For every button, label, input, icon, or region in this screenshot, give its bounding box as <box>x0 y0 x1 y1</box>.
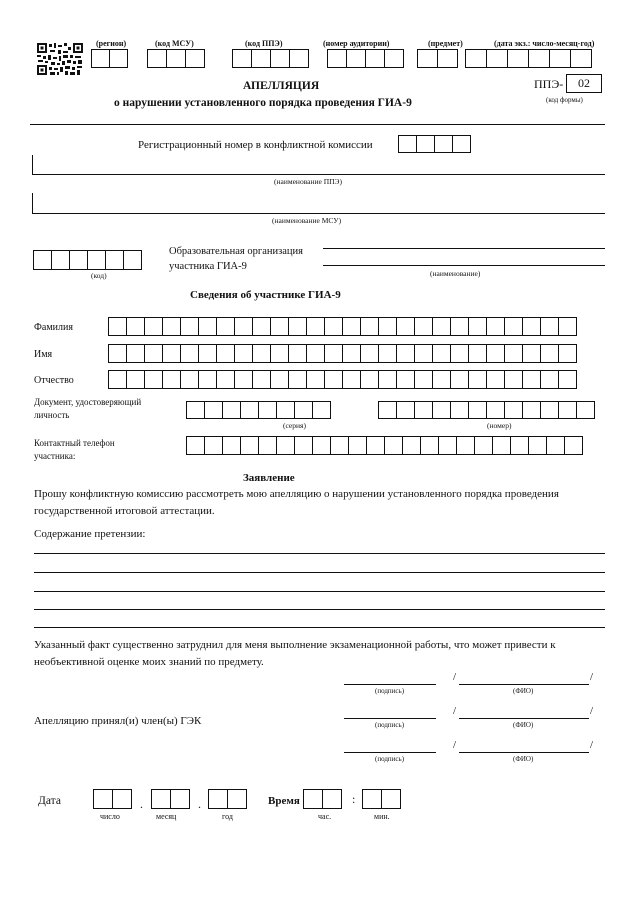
input-cell[interactable] <box>564 436 583 455</box>
input-cell[interactable] <box>450 344 469 363</box>
input-cell[interactable] <box>504 317 523 336</box>
input-cell[interactable] <box>420 436 439 455</box>
input-cell[interactable] <box>414 370 433 389</box>
phone-label-line2: участника: <box>34 451 76 461</box>
reg-number-label: Регистрационный номер в конфликтной комиссии <box>138 139 373 151</box>
input-cell[interactable] <box>324 370 343 389</box>
input-cell[interactable] <box>414 344 433 363</box>
input-cell[interactable] <box>432 317 451 336</box>
name-label: Имя <box>34 349 53 360</box>
org-label-line1: Образовательная организация <box>169 246 303 257</box>
input-cell[interactable] <box>486 401 505 419</box>
exam-date-boxes[interactable] <box>465 49 592 68</box>
msu-name-line[interactable] <box>32 213 605 214</box>
msu-name-caption: (наименование МСУ) <box>272 216 342 225</box>
year-caption: год <box>222 812 233 821</box>
input-cell[interactable] <box>222 401 241 419</box>
input-cell[interactable] <box>396 401 415 419</box>
reg-number-boxes[interactable] <box>398 135 471 153</box>
input-cell[interactable] <box>180 344 199 363</box>
input-cell[interactable] <box>540 317 559 336</box>
claim-line-3[interactable] <box>34 591 605 592</box>
input-cell[interactable] <box>558 344 577 363</box>
gek-signature-line-2[interactable] <box>344 752 436 753</box>
claim-label: Содержание претензии: <box>34 528 146 540</box>
minute-caption: мин. <box>374 812 390 821</box>
surname-label: Фамилия <box>34 322 73 333</box>
subject-boxes[interactable] <box>417 49 458 68</box>
document-label-line2: личность <box>34 410 70 420</box>
input-cell[interactable] <box>396 317 415 336</box>
input-cell[interactable] <box>330 436 349 455</box>
input-cell[interactable] <box>396 370 415 389</box>
page-subtitle: о нарушении установленного порядка проведения ГИА-9 <box>114 97 412 109</box>
input-cell[interactable] <box>438 436 457 455</box>
name-boxes[interactable] <box>108 344 577 363</box>
input-cell[interactable] <box>288 344 307 363</box>
input-cell[interactable] <box>342 370 361 389</box>
input-cell[interactable] <box>414 317 433 336</box>
participant-heading: Сведения об участнике ГИА-9 <box>190 289 341 301</box>
msu-code-boxes[interactable] <box>147 49 205 68</box>
region-caption: (регион) <box>96 39 127 48</box>
document-label-line1: Документ, удостоверяющий <box>34 397 142 407</box>
slash-3: / <box>453 705 457 717</box>
time-minute-boxes[interactable] <box>362 789 401 809</box>
input-cell[interactable] <box>342 344 361 363</box>
input-cell[interactable] <box>240 401 259 419</box>
sign-caption: (подпись) <box>375 721 405 729</box>
gek-fio-line-2[interactable] <box>459 752 589 753</box>
input-cell[interactable] <box>144 370 163 389</box>
input-cell[interactable] <box>186 436 205 455</box>
input-cell[interactable] <box>198 317 217 336</box>
participant-signature-line[interactable] <box>344 684 436 685</box>
input-cell[interactable] <box>126 370 145 389</box>
slash-2: / <box>590 671 594 683</box>
input-cell[interactable] <box>450 317 469 336</box>
input-cell[interactable] <box>288 317 307 336</box>
input-cell[interactable] <box>234 370 253 389</box>
page-title: АПЕЛЛЯЦИЯ <box>243 80 320 92</box>
input-cell[interactable] <box>294 401 313 419</box>
input-cell[interactable] <box>486 370 505 389</box>
time-label: Время <box>268 795 300 807</box>
input-cell[interactable] <box>162 344 181 363</box>
input-cell[interactable] <box>234 344 253 363</box>
input-cell[interactable] <box>294 436 313 455</box>
input-cell[interactable] <box>126 317 145 336</box>
input-cell[interactable] <box>468 370 487 389</box>
input-cell[interactable] <box>258 436 277 455</box>
document-number-boxes[interactable] <box>378 401 595 419</box>
org-label-line2: участника ГИА-9 <box>169 261 247 272</box>
input-cell[interactable] <box>360 317 379 336</box>
slash-6: / <box>590 739 594 751</box>
input-cell[interactable] <box>252 370 271 389</box>
patronymic-boxes[interactable] <box>108 370 577 389</box>
fio-caption: (ФИО) <box>513 755 534 763</box>
room-number-boxes[interactable] <box>327 49 404 68</box>
time-colon: : <box>352 792 356 806</box>
org-code-caption: (код) <box>91 271 107 280</box>
input-cell[interactable] <box>312 401 331 419</box>
ppe-name-caption: (наименование ППЭ) <box>274 177 342 186</box>
input-cell[interactable] <box>324 317 343 336</box>
form-code-label: ППЭ- <box>534 77 564 91</box>
claim-line-1[interactable] <box>34 553 605 554</box>
input-cell[interactable] <box>414 401 433 419</box>
input-cell[interactable] <box>540 370 559 389</box>
input-cell[interactable] <box>324 344 343 363</box>
slash-5: / <box>453 739 457 751</box>
divider <box>30 124 605 125</box>
input-cell[interactable] <box>504 401 523 419</box>
input-cell[interactable] <box>252 317 271 336</box>
phone-label-line1: Контактный телефон <box>34 438 115 448</box>
form-code-caption: (код формы) <box>546 96 583 104</box>
input-cell[interactable] <box>306 370 325 389</box>
input-cell[interactable] <box>258 401 277 419</box>
input-cell[interactable] <box>126 344 145 363</box>
input-cell[interactable] <box>432 370 451 389</box>
subject-caption: (предмет) <box>428 39 463 48</box>
input-cell[interactable] <box>492 436 511 455</box>
input-cell[interactable] <box>312 436 331 455</box>
input-cell[interactable] <box>288 370 307 389</box>
fio-caption: (ФИО) <box>513 687 534 695</box>
input-cell[interactable] <box>450 370 469 389</box>
input-cell[interactable] <box>540 401 559 419</box>
input-cell[interactable] <box>456 436 475 455</box>
input-cell[interactable] <box>270 370 289 389</box>
day-caption: число <box>100 812 120 821</box>
input-cell[interactable] <box>276 436 295 455</box>
input-cell[interactable] <box>276 401 295 419</box>
input-cell[interactable] <box>222 436 241 455</box>
input-cell[interactable] <box>522 370 541 389</box>
input-cell[interactable] <box>198 370 217 389</box>
input-cell[interactable] <box>378 370 397 389</box>
input-cell[interactable] <box>216 317 235 336</box>
input-cell[interactable] <box>468 317 487 336</box>
input-cell[interactable] <box>450 401 469 419</box>
input-cell[interactable] <box>348 436 367 455</box>
input-cell[interactable] <box>402 436 421 455</box>
input-cell[interactable] <box>558 401 577 419</box>
input-cell[interactable] <box>216 344 235 363</box>
input-cell[interactable] <box>366 436 385 455</box>
input-cell[interactable] <box>504 344 523 363</box>
input-cell[interactable] <box>468 344 487 363</box>
msu-code-caption: (код МСУ) <box>155 39 194 48</box>
surname-boxes[interactable] <box>108 317 577 336</box>
ppe-code-boxes[interactable] <box>232 49 309 68</box>
room-number-caption: (номер аудитории) <box>323 39 390 48</box>
input-cell[interactable] <box>216 370 235 389</box>
patronymic-label: Отчество <box>34 375 74 386</box>
sign-caption: (подпись) <box>375 755 405 763</box>
input-cell[interactable] <box>468 401 487 419</box>
input-cell[interactable] <box>204 401 223 419</box>
slash-4: / <box>590 705 594 717</box>
input-cell[interactable] <box>342 317 361 336</box>
org-name-line-2[interactable] <box>323 265 605 266</box>
claim-line-5[interactable] <box>34 627 605 628</box>
input-cell[interactable] <box>162 370 181 389</box>
form-code-value: 02 <box>566 74 602 93</box>
input-cell[interactable] <box>504 370 523 389</box>
fact-text: Указанный факт существенно затруднил для меня выполнение экзаменационной работы, что может привести к необъективной оценке моих знаний по предмету. <box>34 639 556 668</box>
gek-fio-line-1[interactable] <box>459 718 589 719</box>
input-cell[interactable] <box>360 344 379 363</box>
qr-code-icon <box>36 42 84 76</box>
phone-boxes[interactable] <box>186 436 583 455</box>
input-cell[interactable] <box>474 436 493 455</box>
date-dot-2: . <box>198 797 201 811</box>
statement-text: Прошу конфликтную комиссию рассмотреть мою апелляцию о нарушении установленного порядка проведения государственной итоговой аттестации. <box>34 488 559 517</box>
input-cell[interactable] <box>360 370 379 389</box>
input-cell[interactable] <box>108 317 127 336</box>
claim-line-2[interactable] <box>34 572 605 573</box>
month-caption: месяц <box>156 812 177 821</box>
org-name-line-1[interactable] <box>323 248 605 249</box>
input-cell[interactable] <box>522 344 541 363</box>
exam-date-caption: (дата экз.: число-месяц-год) <box>494 39 595 48</box>
input-cell[interactable] <box>396 344 415 363</box>
fio-caption: (ФИО) <box>513 721 534 729</box>
input-cell[interactable] <box>528 436 547 455</box>
claim-line-4[interactable] <box>34 609 605 610</box>
document-number-caption: (номер) <box>487 421 512 430</box>
input-cell[interactable] <box>180 317 199 336</box>
region-boxes[interactable] <box>91 49 128 68</box>
input-cell[interactable] <box>180 370 199 389</box>
input-cell[interactable] <box>378 344 397 363</box>
input-cell[interactable] <box>576 401 595 419</box>
input-cell[interactable] <box>144 317 163 336</box>
input-cell[interactable] <box>546 436 565 455</box>
date-label: Дата <box>38 795 61 807</box>
input-cell[interactable] <box>486 317 505 336</box>
input-cell[interactable] <box>540 344 559 363</box>
input-cell[interactable] <box>162 317 181 336</box>
hour-caption: час. <box>318 812 332 821</box>
input-cell[interactable] <box>234 317 253 336</box>
date-dot-1: . <box>140 797 143 811</box>
input-cell[interactable] <box>432 344 451 363</box>
participant-fio-line[interactable] <box>459 684 589 685</box>
input-cell[interactable] <box>384 436 403 455</box>
ppe-name-line[interactable] <box>32 174 605 175</box>
gek-signature-line-1[interactable] <box>344 718 436 719</box>
input-cell[interactable] <box>108 344 127 363</box>
org-name-caption: (наименование) <box>430 269 481 278</box>
slash-1: / <box>453 671 457 683</box>
date-month-boxes[interactable] <box>151 789 190 809</box>
input-cell[interactable] <box>270 344 289 363</box>
time-hour-boxes[interactable] <box>303 789 342 809</box>
document-series-boxes[interactable] <box>186 401 331 419</box>
statement-heading: Заявление <box>243 472 295 484</box>
input-cell[interactable] <box>378 317 397 336</box>
document-series-caption: (серия) <box>283 421 306 430</box>
input-cell[interactable] <box>486 344 505 363</box>
date-year-boxes[interactable] <box>208 789 247 809</box>
input-cell[interactable] <box>306 317 325 336</box>
input-cell[interactable] <box>198 344 217 363</box>
input-cell[interactable] <box>510 436 529 455</box>
input-cell[interactable] <box>306 344 325 363</box>
input-cell[interactable] <box>378 401 397 419</box>
accepted-label: Апелляцию принял(и) член(ы) ГЭК <box>34 715 202 727</box>
input-cell[interactable] <box>144 344 163 363</box>
input-cell[interactable] <box>558 370 577 389</box>
input-cell[interactable] <box>108 370 127 389</box>
input-cell[interactable] <box>270 317 289 336</box>
input-cell[interactable] <box>432 401 451 419</box>
input-cell[interactable] <box>522 401 541 419</box>
input-cell[interactable] <box>252 344 271 363</box>
input-cell[interactable] <box>204 436 223 455</box>
sign-caption: (подпись) <box>375 687 405 695</box>
input-cell[interactable] <box>558 317 577 336</box>
input-cell[interactable] <box>186 401 205 419</box>
input-cell[interactable] <box>522 317 541 336</box>
date-day-boxes[interactable] <box>93 789 132 809</box>
input-cell[interactable] <box>240 436 259 455</box>
org-code-boxes[interactable] <box>33 250 142 270</box>
ppe-code-caption: (код ППЭ) <box>245 39 283 48</box>
